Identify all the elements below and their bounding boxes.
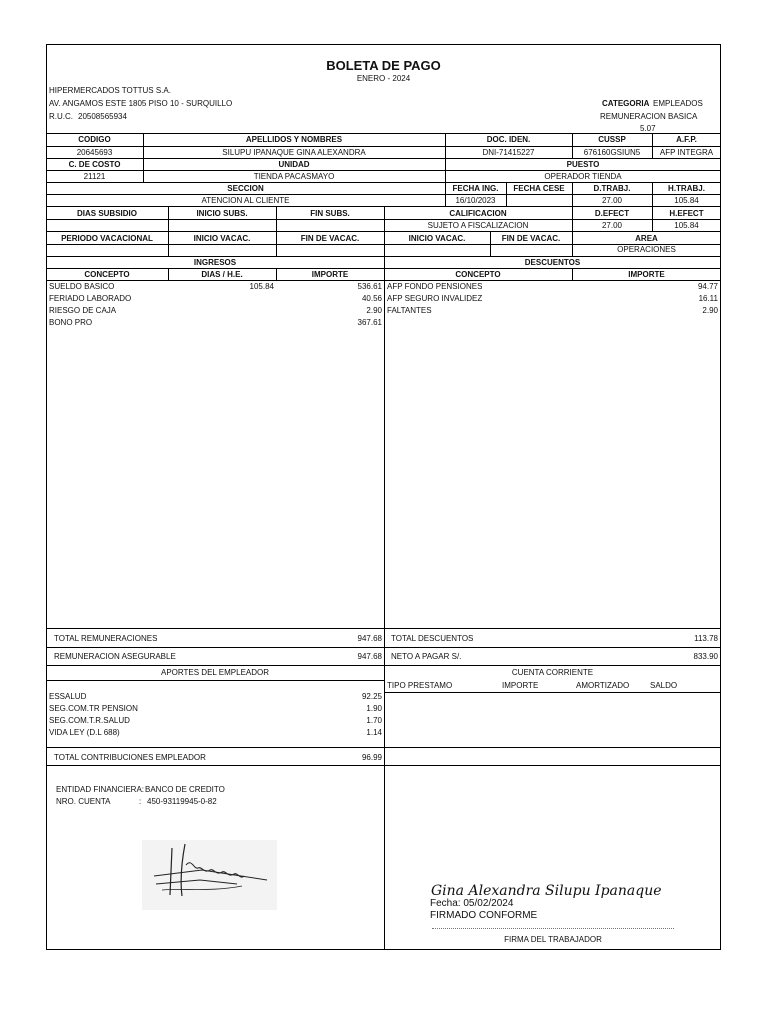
seccion-label: SECCION	[227, 184, 264, 193]
ingresos-col-dias: DIAS / H.E.	[201, 270, 243, 279]
codigo-value: 20645693	[76, 148, 113, 157]
employer-signature-icon	[142, 840, 277, 910]
htrabj-value: 105.84	[674, 196, 699, 205]
company-address: AV. ANGAMOS ESTE 1805 PISO 10 - SURQUILLO	[49, 99, 233, 108]
fecha-ing-label: FECHA ING.	[452, 184, 499, 193]
doc-label: DOC. IDEN.	[486, 135, 531, 144]
nombres-label: APELLIDOS Y NOMBRES	[245, 135, 343, 144]
total-remuneraciones-value: 947.68	[357, 634, 382, 643]
total-contribuciones-label: TOTAL CONTRIBUCIONES EMPLEADOR	[54, 753, 206, 762]
neto-pagar-value: 833.90	[693, 652, 718, 661]
ruc-label: R.U.C.	[49, 112, 73, 121]
descuento-row-concepto: AFP SEGURO INVALIDEZ	[387, 294, 483, 303]
area-value: OPERACIONES	[617, 245, 676, 254]
remuneracion-asegurable-value: 947.68	[357, 652, 382, 661]
descuento-row-concepto: AFP FONDO PENSIONES	[387, 282, 483, 291]
defect-label: D.EFECT	[594, 209, 630, 218]
descuento-row-concepto: FALTANTES	[387, 306, 432, 315]
remuneracion-basica-label: REMUNERACION BASICA	[600, 112, 698, 121]
descuento-row-importe: 2.90	[702, 306, 718, 315]
descuentos-col-concepto: CONCEPTO	[455, 270, 501, 279]
cuenta-col-saldo: SALDO	[650, 681, 678, 690]
cuenta-col-tipo: TIPO PRESTAMO	[387, 681, 453, 690]
defect-value: 27.00	[601, 221, 623, 230]
hefect-label: H.EFECT	[669, 209, 704, 218]
aporte-row-importe: 92.25	[361, 692, 382, 701]
fin-vacac-label: FIN DE VACAC.	[300, 234, 360, 243]
entidad-financiera-value: BANCO DE CREDITO	[145, 785, 225, 794]
inicio-subs-label: INICIO SUBS.	[196, 209, 248, 218]
puesto-label: PUESTO	[566, 160, 600, 169]
costo-value: 21121	[83, 172, 106, 181]
firmado-conforme: FIRMADO CONFORME	[430, 910, 538, 921]
categoria-value: EMPLEADOS	[653, 99, 703, 108]
dias-subsidio-label: DIAS SUBSIDIO	[76, 209, 137, 218]
neto-pagar-label: NETO A PAGAR S/.	[391, 652, 462, 661]
unidad-label: UNIDAD	[278, 160, 310, 169]
aporte-row-concepto: SEG.COM.T.R.SALUD	[49, 716, 130, 725]
inicio-vacac-label: INICIO VACAC.	[193, 234, 251, 243]
ingreso-row-importe: 2.90	[366, 306, 382, 315]
employer-signature	[142, 840, 277, 910]
nro-cuenta-sep: :	[139, 797, 142, 806]
dtrabj-value: 27.00	[601, 196, 623, 205]
ingreso-row-importe: 40.56	[361, 294, 382, 303]
unidad-value: TIENDA PACASMAYO	[253, 172, 335, 181]
aporte-row-importe: 1.14	[366, 728, 382, 737]
aporte-row-importe: 1.90	[366, 704, 382, 713]
costo-label: C. DE COSTO	[68, 160, 121, 169]
puesto-value: OPERADOR TIENDA	[544, 172, 622, 181]
signature-date: Fecha: 05/02/2024	[430, 898, 514, 909]
fin-vacac2-label: FIN DE VACAC.	[501, 234, 561, 243]
page-title: BOLETA DE PAGO	[326, 58, 441, 73]
area-label: AREA	[635, 234, 658, 243]
ingreso-row-importe: 367.61	[357, 318, 382, 327]
ingreso-row-concepto: FERIADO LABORADO	[49, 294, 132, 303]
calificacion-value: SUJETO A FISCALIZACION	[427, 221, 529, 230]
ingreso-row-concepto: BONO PRO	[49, 318, 93, 327]
aporte-row-concepto: SEG.COM.TR PENSION	[49, 704, 138, 713]
aportes-header: APORTES DEL EMPLEADOR	[160, 668, 270, 677]
cuenta-col-amortizado: AMORTIZADO	[576, 681, 630, 690]
ruc-value: 20508565934	[78, 112, 127, 121]
firma-trabajador-label: FIRMA DEL TRABAJADOR	[504, 935, 602, 944]
cussp-label: CUSSP	[598, 135, 626, 144]
ingresos-header: INGRESOS	[193, 258, 237, 267]
aporte-row-concepto: VIDA LEY (D.L 688)	[49, 728, 120, 737]
seccion-value: ATENCION AL CLIENTE	[201, 196, 290, 205]
nombres-value: SILUPU IPANAQUE GINA ALEXANDRA	[222, 148, 366, 157]
ingreso-row-concepto: SUELDO BASICO	[49, 282, 115, 291]
ingreso-row-concepto: RIESGO DE CAJA	[49, 306, 117, 315]
total-contribuciones-value: 96.99	[361, 753, 382, 762]
signature-line	[432, 928, 674, 929]
pay-period: ENERO - 2024	[356, 74, 411, 83]
cuenta-corriente-header: CUENTA CORRIENTE	[511, 668, 594, 677]
periodo-vacacional-label: PERIODO VACACIONAL	[61, 234, 153, 243]
cussp-value: 676160GSIUN5	[583, 148, 641, 157]
company-name: HIPERMERCADOS TOTTUS S.A.	[49, 86, 171, 95]
total-remuneraciones-label: TOTAL REMUNERACIONES	[54, 634, 158, 643]
categoria-label: CATEGORIA	[602, 99, 650, 108]
total-descuentos-value: 113.78	[694, 634, 718, 643]
hefect-value: 105.84	[674, 221, 699, 230]
aporte-row-importe: 1.70	[366, 716, 382, 725]
cuenta-col-importe: IMPORTE	[502, 681, 539, 690]
descuentos-col-importe: IMPORTE	[628, 270, 665, 279]
entidad-financiera-label: ENTIDAD FINANCIERA:	[56, 785, 145, 794]
ingresos-col-importe: IMPORTE	[311, 270, 349, 279]
remuneracion-basica-value: 5.07	[640, 124, 656, 133]
dtrabj-label: D.TRABJ.	[593, 184, 631, 193]
codigo-label: CODIGO	[78, 135, 111, 144]
descuento-row-importe: 16.11	[698, 294, 718, 303]
remuneracion-asegurable-label: REMUNERACION ASEGURABLE	[54, 652, 176, 661]
worker-signature: Gina Alexandra Silupu Ipanaque	[431, 883, 662, 899]
ingresos-col-concepto: CONCEPTO	[84, 270, 130, 279]
ingreso-row-importe: 536.61	[357, 282, 382, 291]
descuentos-header: DESCUENTOS	[524, 258, 581, 267]
nro-cuenta-label: NRO. CUENTA	[56, 797, 111, 806]
descuento-row-importe: 94.77	[697, 282, 718, 291]
aporte-row-concepto: ESSALUD	[49, 692, 87, 701]
total-descuentos-label: TOTAL DESCUENTOS	[391, 634, 474, 643]
afp-value: AFP INTEGRA	[659, 148, 714, 157]
ingreso-row-dias: 105.84	[249, 282, 274, 291]
fecha-ing-value: 16/10/2023	[455, 196, 496, 205]
fecha-cese-label: FECHA CESE	[513, 184, 565, 193]
htrabj-label: H.TRABJ.	[668, 184, 705, 193]
inicio-vacac2-label: INICIO VACAC.	[408, 234, 466, 243]
afp-label: A.F.P.	[676, 135, 697, 144]
fin-subs-label: FIN SUBS.	[310, 209, 350, 218]
nro-cuenta-value: 450-93119945-0-82	[147, 797, 217, 806]
calificacion-label: CALIFICACION	[449, 209, 507, 218]
doc-value: DNI-71415227	[482, 148, 535, 157]
